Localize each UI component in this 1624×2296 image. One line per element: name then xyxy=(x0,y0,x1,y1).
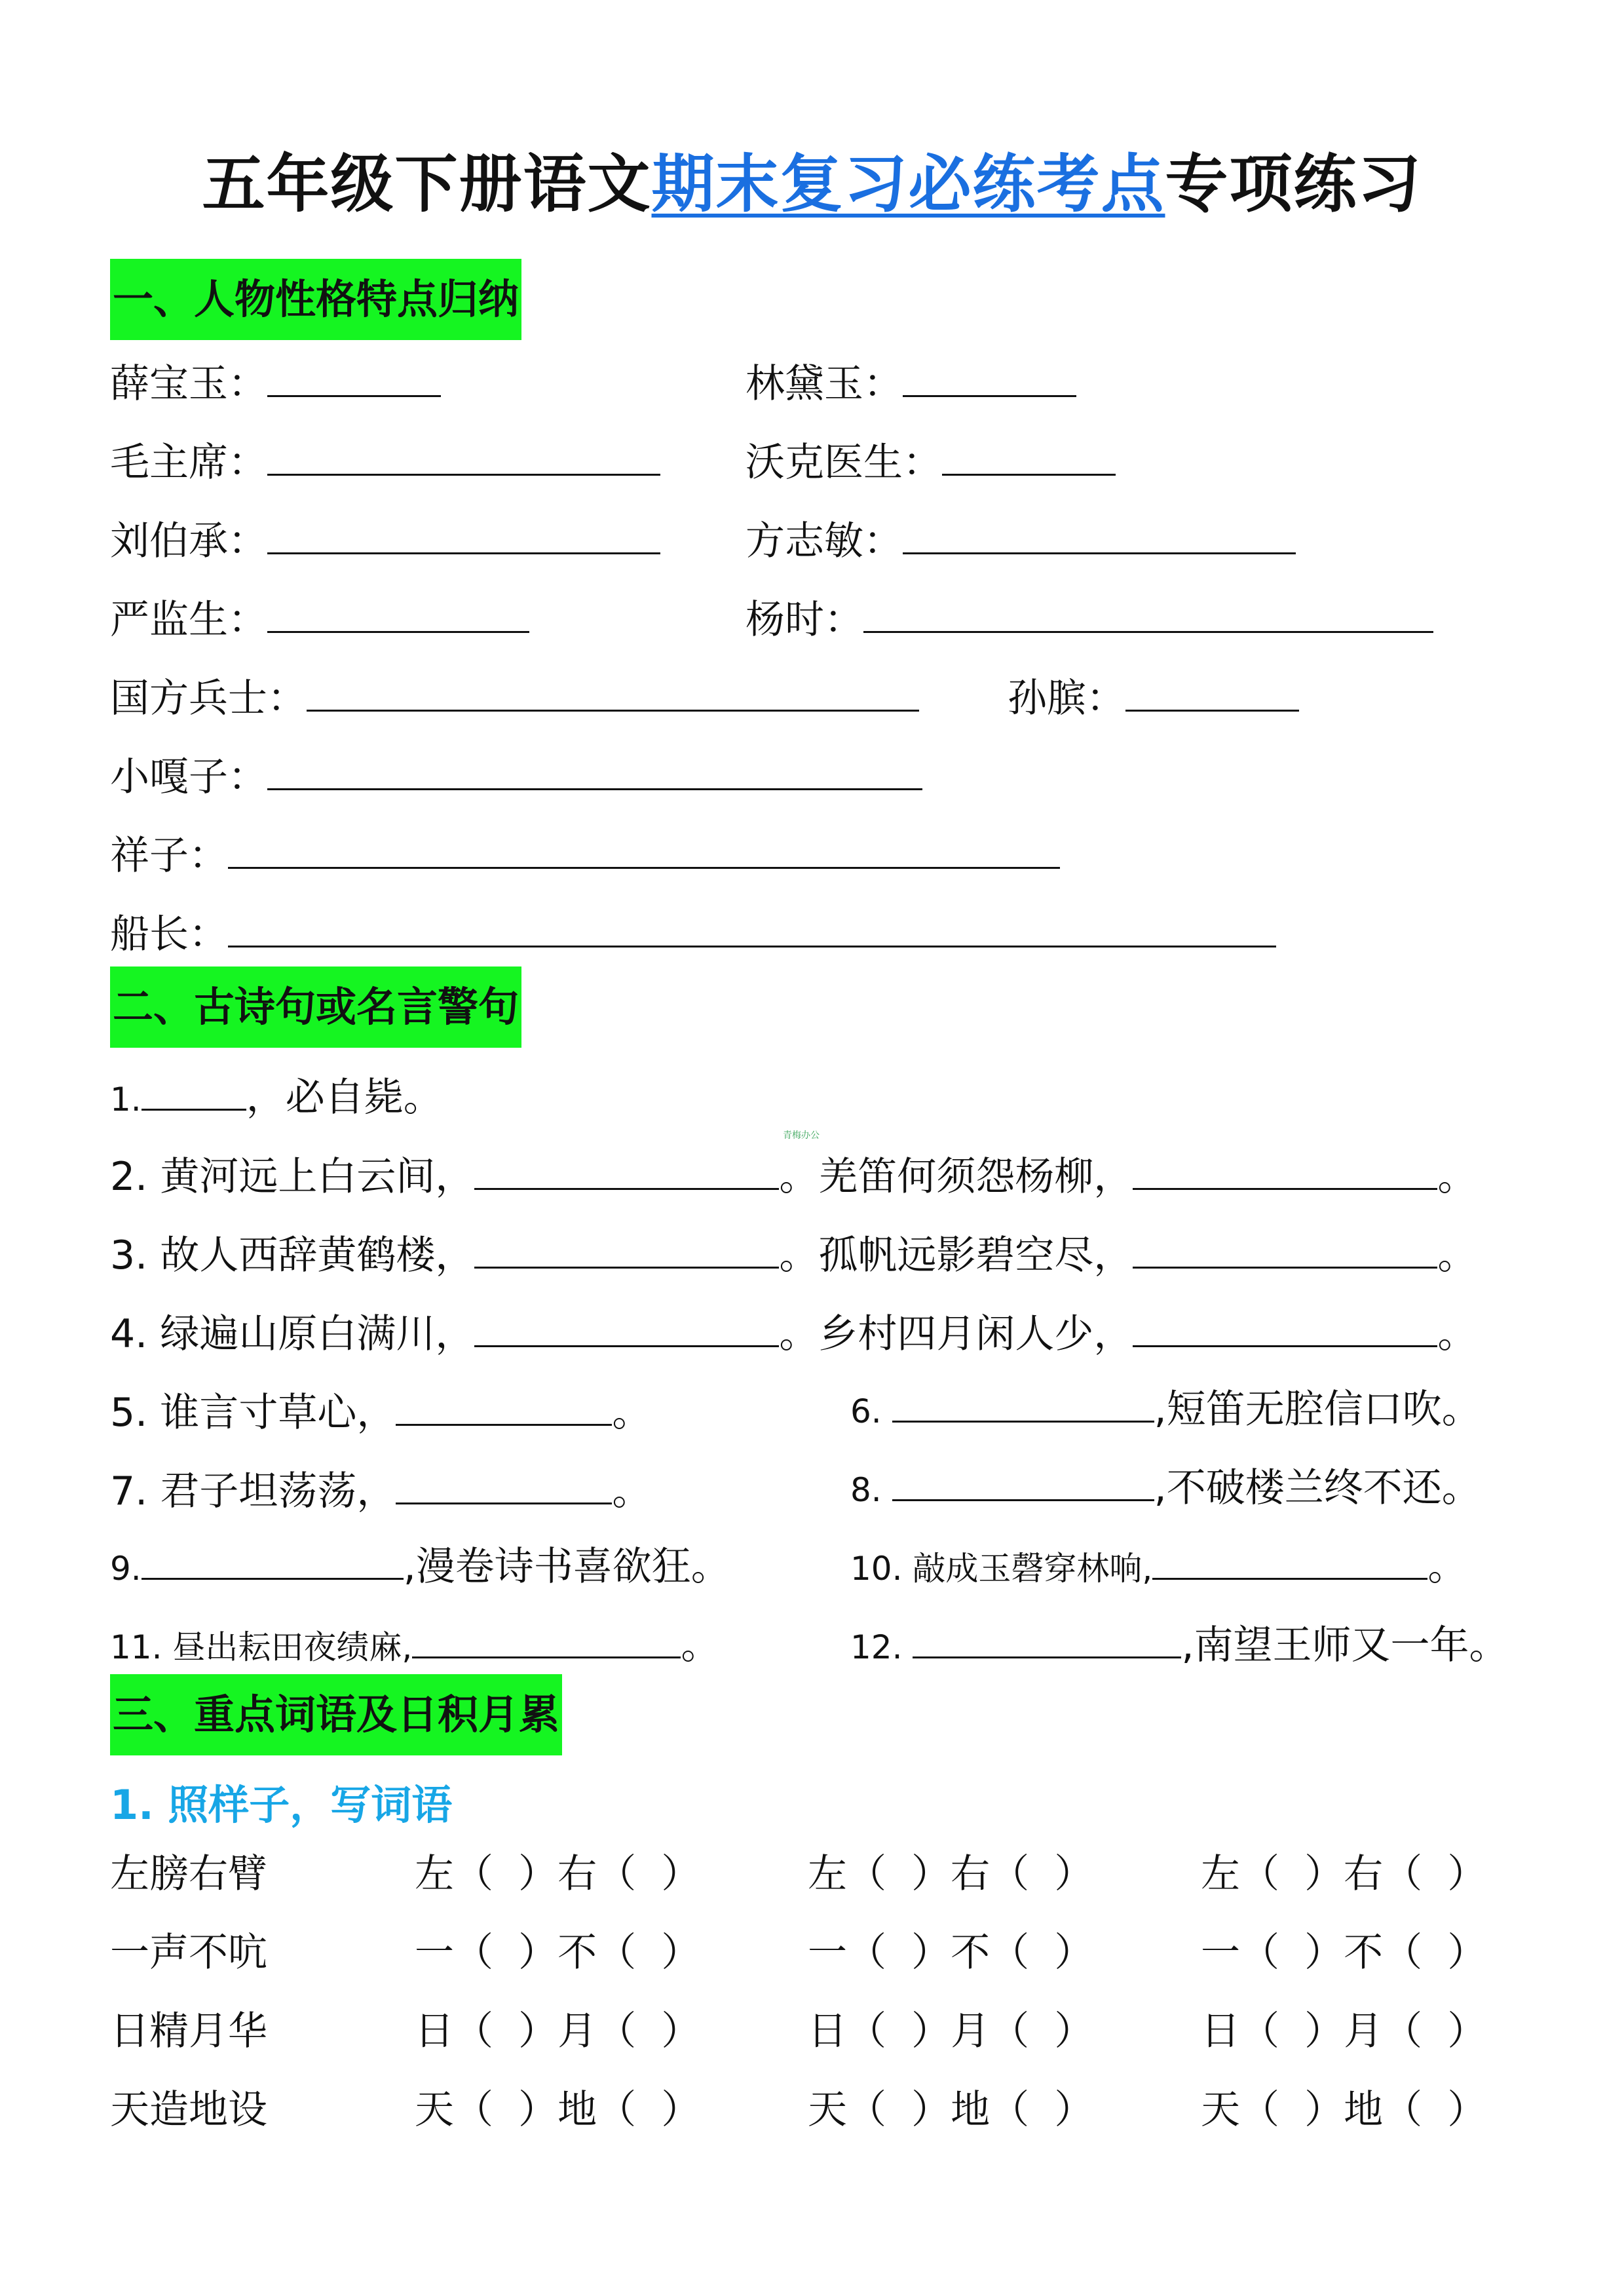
word-blank: 左（ ）右（ ） xyxy=(415,1851,701,1897)
word-blank: 天（ ）地（ ） xyxy=(415,2087,701,2133)
word-blank: 一（ ）不（ ） xyxy=(1201,1930,1487,1976)
char-row: 孙膑： xyxy=(1008,672,1299,721)
word-blank: 日（ ）月（ ） xyxy=(808,2008,1094,2054)
word-blank: 一（ ）不（ ） xyxy=(415,1930,701,1976)
char-row: 方志敏： xyxy=(746,514,1296,564)
poem-q12: 12. ,南望王师又一年。 xyxy=(850,1622,1509,1668)
char-row: 毛主席： xyxy=(110,436,660,486)
char-row: 船长： xyxy=(110,908,1276,957)
section-heading-3: 三、重点词语及日积月累 xyxy=(110,1674,562,1755)
poem-q9: 9. ,漫卷诗书喜欲狂。 xyxy=(110,1544,730,1590)
word-blank: 日（ ）月（ ） xyxy=(415,2008,701,2054)
section-heading-2: 二、古诗句或名言警句 xyxy=(110,966,521,1048)
char-row: 祥子： xyxy=(110,829,1060,879)
title-highlight: 期末复习必练考点 xyxy=(651,147,1165,221)
example-word: 左膀右臂 xyxy=(110,1851,267,1897)
poem-q8: 8. ,不破楼兰终不还。 xyxy=(850,1465,1481,1511)
poem-q10: 10. 敲成玉磬穿林响, 。 xyxy=(850,1544,1467,1590)
watermark: 青梅办公 xyxy=(783,1130,820,1141)
poem-q1: 1. ，必自毙。 xyxy=(110,1075,443,1120)
char-row: 沃克医生： xyxy=(746,436,1116,486)
char-row: 林黛玉： xyxy=(746,357,1076,407)
poem-q7: 7. 君子坦荡荡， 。 xyxy=(110,1464,651,1514)
example-word: 一声不吭 xyxy=(110,1930,267,1976)
poem-q6: 6. ,短笛无腔信口吹。 xyxy=(850,1387,1481,1432)
example-word: 日精月华 xyxy=(110,2008,267,2054)
word-blank: 天（ ）地（ ） xyxy=(1201,2087,1487,2133)
example-word: 天造地设 xyxy=(110,2087,267,2133)
char-row: 薛宝玉： xyxy=(110,357,441,407)
page-title: 五年级下册语文期末复习必练考点专项练习 xyxy=(202,147,1422,221)
word-blank: 左（ ）右（ ） xyxy=(1201,1851,1487,1897)
char-row: 国方兵士： xyxy=(110,672,919,721)
poem-q11: 11. 昼出耘田夜绩麻, 。 xyxy=(110,1622,721,1668)
subheading: 1. 照样子，写词语 xyxy=(110,1781,453,1829)
section-heading-1: 一、人物性格特点归纳 xyxy=(110,259,521,340)
poem-q4: 4. 绿遍山原白满川， 。乡村四月闲人少， 。 xyxy=(110,1307,1477,1357)
word-blank: 一（ ）不（ ） xyxy=(808,1930,1094,1976)
char-row: 杨时： xyxy=(746,593,1433,643)
poem-q5: 5. 谁言寸草心， 。 xyxy=(110,1386,651,1436)
char-row: 刘伯承： xyxy=(110,514,660,564)
poem-q3: 3. 故人西辞黄鹤楼， 。孤帆远影碧空尽， 。 xyxy=(110,1229,1477,1278)
word-blank: 日（ ）月（ ） xyxy=(1201,2008,1487,2054)
char-row: 小嘎子： xyxy=(110,750,922,800)
char-row: 严监生： xyxy=(110,593,529,643)
word-blank: 左（ ）右（ ） xyxy=(808,1851,1094,1897)
word-blank: 天（ ）地（ ） xyxy=(808,2087,1094,2133)
poem-q2: 2. 黄河远上白云间， 。羌笛何须怨杨柳， 。 xyxy=(110,1150,1477,1200)
